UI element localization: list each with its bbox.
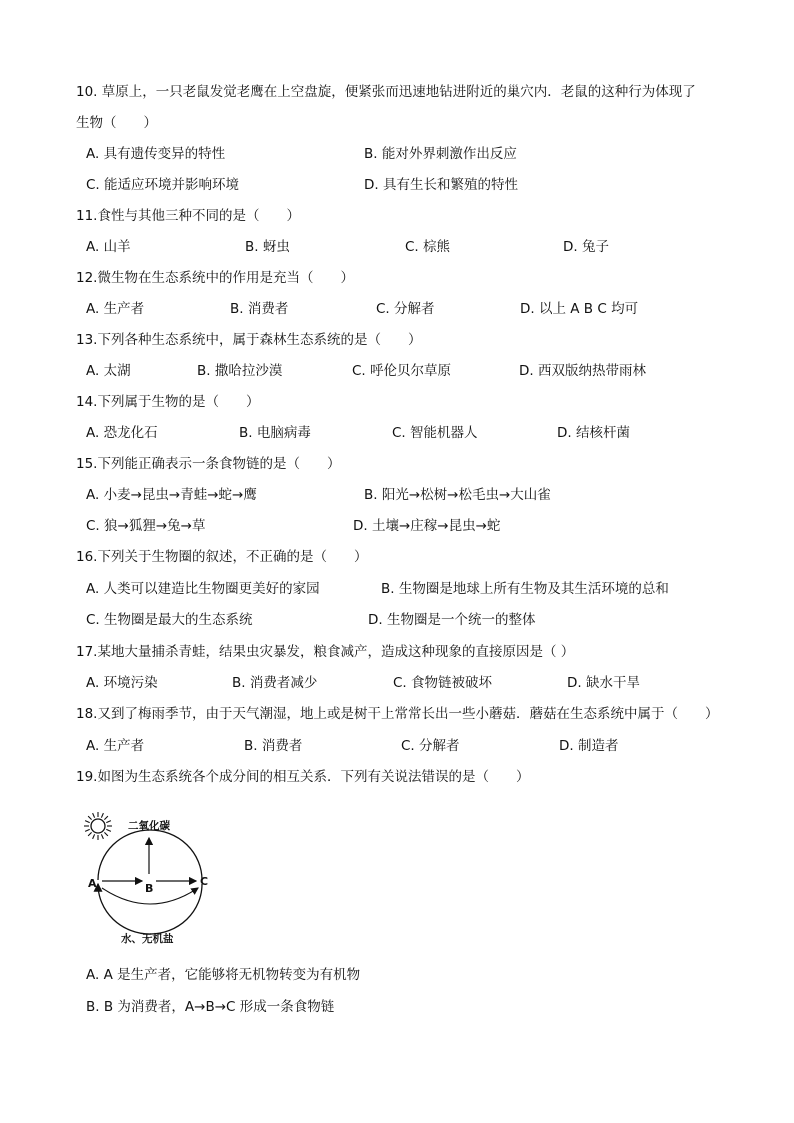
question-17-stem: 17.某地大量捕杀青蛙，结果虫灾暴发，粮食减产，造成这种现象的直接原因是（ ） [76, 644, 575, 660]
question-16-option-a: A. 人类可以建造比生物圈更美好的家园 [86, 581, 320, 597]
question-12-option-c: C. 分解者 [376, 301, 435, 317]
question-13-stem: 13.下列各种生态系统中，属于森林生态系统的是（ ） [76, 332, 422, 348]
question-19-stem: 19.如图为生态系统各个成分间的相互关系．下列有关说法错误的是（ ） [76, 769, 530, 785]
question-16-option-d: D. 生物圈是一个统一的整体 [368, 612, 536, 628]
question-18-option-d: D. 制造者 [559, 738, 619, 754]
node-b: B [145, 882, 154, 895]
question-15-option-d: D. 土壤→庄稼→昆虫→蛇 [353, 518, 501, 534]
label-water-minerals: 水、无机盐 [121, 933, 174, 945]
question-15-option-a: A. 小麦→昆虫→青蛙→蛇→鹰 [86, 487, 257, 503]
question-13-option-a: A. 太湖 [86, 363, 131, 379]
question-11-stem: 11.食性与其他三种不同的是（ ） [76, 208, 300, 224]
question-11-option-c: C. 棕熊 [405, 239, 451, 255]
question-10-stem: 10. 草原上，一只老鼠发觉老鹰在上空盘旋，便紧张而迅速地钻进附近的巢穴内．老鼠的这种行为体现了 [76, 84, 696, 100]
question-11-option-a: A. 山羊 [86, 239, 131, 255]
question-17-option-a: A. 环境污染 [86, 675, 158, 691]
node-a: A [88, 877, 97, 890]
question-12-option-a: A. 生产者 [86, 301, 145, 317]
question-10-option-c: C. 能适应环境并影响环境 [86, 177, 240, 193]
sun-icon [84, 812, 112, 840]
question-13-option-b: B. 撒哈拉沙漠 [197, 363, 283, 379]
question-10-option-d: D. 具有生长和繁殖的特性 [364, 177, 518, 193]
question-11-option-b: B. 蚜虫 [245, 239, 290, 255]
question-18-stem: 18.又到了梅雨季节，由于天气潮湿，地上或是树干上常常长出一些小蘑菇．蘑菇在生态系统中属于（ ） [76, 706, 719, 722]
question-16-option-b: B. 生物圈是地球上所有生物及其生活环境的总和 [381, 581, 669, 597]
question-18-option-c: C. 分解者 [401, 738, 460, 754]
question-14-option-c: C. 智能机器人 [392, 425, 478, 441]
question-14-stem: 14.下列属于生物的是（ ） [76, 394, 260, 410]
question-14-option-a: A. 恐龙化石 [86, 425, 158, 441]
question-12-option-d: D. 以上 A B C 均可 [520, 301, 639, 317]
question-17-option-d: D. 缺水干旱 [567, 675, 640, 691]
question-15-option-b: B. 阳光→松树→松毛虫→大山雀 [364, 487, 551, 503]
question-14-option-b: B. 电脑病毒 [239, 425, 311, 441]
label-carbon-dioxide: 二氧化碳 [128, 820, 170, 832]
ecosystem-diagram [76, 808, 236, 948]
question-11-option-d: D. 兔子 [563, 239, 609, 255]
question-14-option-d: D. 结核杆菌 [557, 425, 630, 441]
node-c: C [200, 875, 209, 888]
question-15-stem: 15.下列能正确表示一条食物链的是（ ） [76, 456, 341, 472]
question-19-option-b: B. B 为消费者，A→B→C 形成一条食物链 [86, 999, 335, 1015]
question-16-stem: 16.下列关于生物圈的叙述，不正确的是（ ） [76, 549, 368, 565]
question-15-option-c: C. 狼→狐狸→兔→草 [86, 518, 206, 534]
question-10-option-a: A. 具有遗传变异的特性 [86, 146, 226, 162]
question-19-option-a: A. A 是生产者，它能够将无机物转变为有机物 [86, 967, 361, 983]
question-13-option-d: D. 西双版纳热带雨林 [519, 363, 646, 379]
question-13-option-c: C. 呼伦贝尔草原 [352, 363, 452, 379]
question-17-option-b: B. 消费者减少 [232, 675, 318, 691]
question-18-option-b: B. 消费者 [244, 738, 303, 754]
question-12-option-b: B. 消费者 [230, 301, 289, 317]
question-16-option-c: C. 生物圈是最大的生态系统 [86, 612, 253, 628]
question-18-option-a: A. 生产者 [86, 738, 145, 754]
question-12-stem: 12.微生物在生态系统中的作用是充当（ ） [76, 270, 354, 286]
question-10-option-b: B. 能对外界刺激作出反应 [364, 146, 517, 162]
question-10-stem-cont: 生物（ ） [76, 115, 157, 131]
top-arc [98, 830, 202, 880]
question-17-option-c: C. 食物链被破坏 [393, 675, 493, 691]
